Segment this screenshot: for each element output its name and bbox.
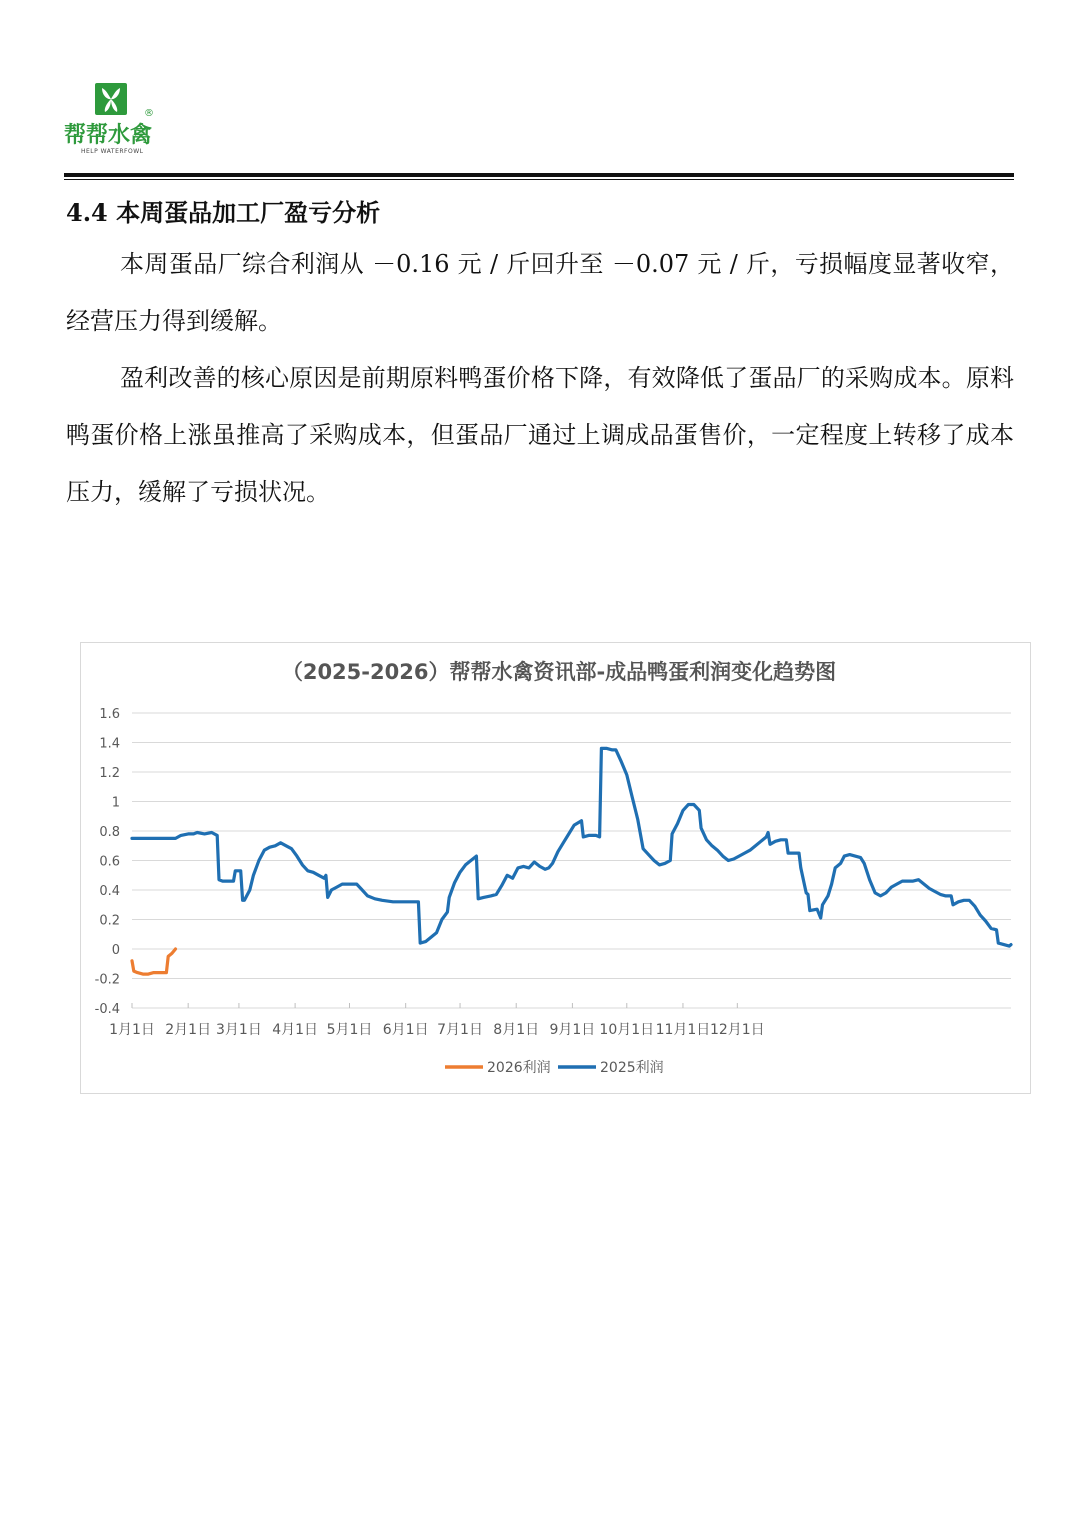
y-tick-label: 1.4 <box>99 736 120 752</box>
y-tick-label: -0.4 <box>94 1002 120 1017</box>
logo-name: 帮帮水禽 <box>64 123 153 148</box>
legend-label-1: 2025利润 <box>600 1060 664 1076</box>
series-line-0 <box>132 949 176 974</box>
y-tick-label: 1.6 <box>99 707 120 722</box>
x-tick-label: 2月1日 <box>165 1022 212 1038</box>
y-tick-label: 0 <box>111 943 120 958</box>
registered-mark: ® <box>144 108 154 119</box>
leaf-logo-icon <box>94 82 128 116</box>
header-rule-thin <box>64 179 1014 180</box>
profit-trend-chart <box>80 642 1031 1094</box>
header-rule-thick <box>64 173 1014 177</box>
y-tick-label: 0.2 <box>99 913 120 929</box>
x-tick-label: 1月1日 <box>109 1022 155 1038</box>
section-heading: 4.4 本周蛋品加工厂盈亏分析 <box>66 198 381 227</box>
chart-legend <box>445 1059 664 1076</box>
y-tick-label: 0.6 <box>99 854 120 870</box>
y-tick-label: 0.8 <box>99 825 120 840</box>
paragraph-1: 本周蛋品厂综合利润从 －0.16 元 / 斤回升至 －0.07 元 / 斤，亏损幅度显著收窄，经营压力得到缓解。 <box>66 250 1014 335</box>
x-tick-label: 11月1日 <box>655 1022 711 1038</box>
y-tick-label: 0.4 <box>99 884 120 899</box>
legend-label-0: 2026利润 <box>487 1060 551 1076</box>
paragraph-2: 盈利改善的核心原因是前期原料鸭蛋价格下降，有效降低了蛋品厂的采购成本。原料鸭蛋价格上涨虽推高了采购成本，但蛋品厂通过上调成品蛋售价，一定程度上转移了成本压力，缓解了亏损状况。 <box>66 364 1014 506</box>
chart-series <box>132 748 1011 974</box>
y-tick-label: -0.2 <box>94 972 120 988</box>
x-tick-label: 3月1日 <box>216 1022 262 1038</box>
y-tick-label: 1.2 <box>99 766 120 781</box>
y-tick-label: 1 <box>111 795 120 811</box>
x-tick-label: 7月1日 <box>437 1022 483 1038</box>
series-line-1 <box>132 748 1011 946</box>
x-tick-label: 10月1日 <box>599 1022 655 1038</box>
logo-subtitle: HELP WATERFOWL <box>81 148 144 155</box>
logo <box>64 82 164 162</box>
x-tick-label: 5月1日 <box>326 1022 373 1038</box>
x-tick-label: 6月1日 <box>382 1022 429 1038</box>
x-tick-label: 8月1日 <box>493 1022 540 1038</box>
x-tick-label: 4月1日 <box>272 1022 319 1038</box>
x-tick-label: 12月1日 <box>709 1022 765 1038</box>
chart-svg <box>81 643 1030 1093</box>
x-tick-label: 9月1日 <box>549 1022 596 1038</box>
chart-title: （2025-2026）帮帮水禽资讯部-成品鸭蛋利润变化趋势图 <box>281 660 837 684</box>
chart-gridlines <box>132 713 1011 1008</box>
y-axis-ticks <box>95 707 120 1017</box>
